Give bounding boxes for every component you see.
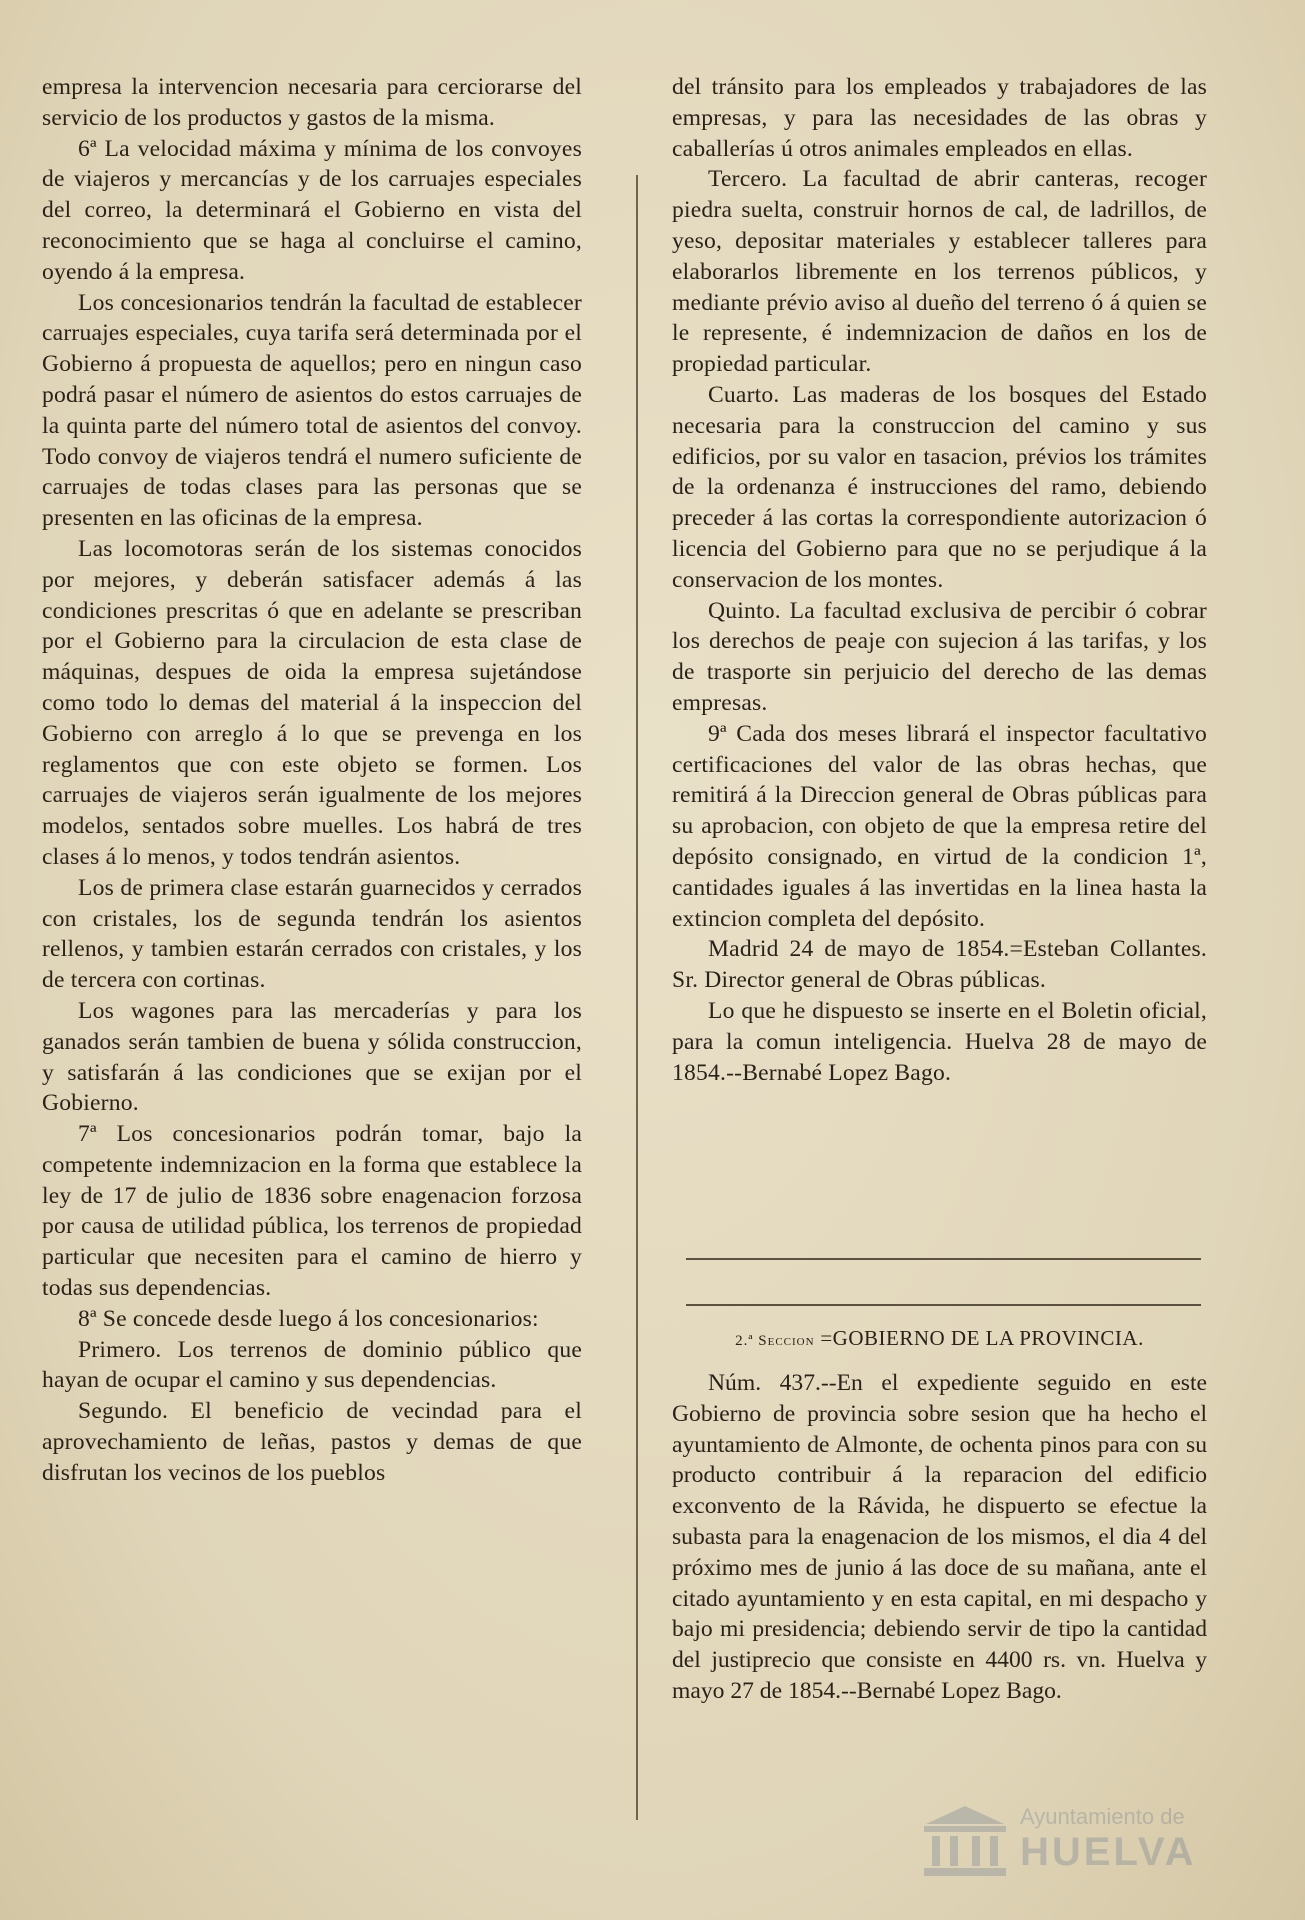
paragraph: Cuarto. Las maderas de los bosques del Estado necesaria para la construccion del camino y sus edificios, por su valor en tasacion, prévios los trámites de la ordenanza é instrucciones del ramo, debiendo preceder á las cortas la correspondiente autorizacion ó licencia del Gobierno para que no se perjudique á la conservacion de los montes.: [672, 381, 1207, 593]
section-title: =GOBIERNO DE LA PROVINCIA.: [820, 1326, 1144, 1350]
paragraph: Madrid 24 de mayo de 1854.=Esteban Collantes. Sr. Director general de Obras públicas.: [672, 936, 1207, 994]
paragraph: Lo que he dispuesto se inserte en el Boletin oficial, para la comun inteligencia. Huelva 28 de mayo de 1854.--Bernabé Lopez Bago.: [672, 997, 1207, 1086]
paragraph: Los wagones para las mercaderías y para los ganados serán tambien de buena y sólida construccion, y satisfarán á las condiciones que se exijan por el Gobierno.: [42, 997, 582, 1117]
paragraph: Los concesionarios tendrán la facultad de establecer carruajes especiales, cuya tarifa será determinada por el Gobierno á propuesta de aquellos; pero en ningun caso podrá pasar el número de asientos do estos carruajes de la quinta parte del número total de asientos del convoy. Todo convoy de viajeros tendrá el numero suficiente de carruajes de todas clases para las personas que se presenten en las oficinas de la empresa.: [42, 289, 582, 532]
separator-rule: [686, 1258, 1201, 1260]
paragraph: Núm. 437.--En el expediente seguido en este Gobierno de provincia sobre sesion que ha hecho el ayuntamiento de Almonte, de ochenta pinos para con su producto contribuir á la reparacion del edificio exconvento de la Rávida, he dispuerto se efectue la subasta para la enagenacion de los mismos, el dia 4 del próximo mes de junio á las doce de su mañana, ante el citado ayuntamiento y en esta capital, en mi despacho y bajo mi presidencia; debiendo servir de tipo la cantidad del justiprecio que consiste en 4400 rs. vn. Huelva y mayo 27 de 1854.--Bernabé Lopez Bago.: [672, 1370, 1207, 1704]
paragraph: Segundo. El beneficio de vecindad para el aprovechamiento de leñas, pastos y demas de que disfrutan los vecinos de los pueblos: [42, 1398, 582, 1486]
paragraph: 7ª Los concesionarios podrán tomar, bajo la competente indemnizacion en la forma que establece la ley de 17 de julio de 1836 sobre enagenacion forzosa por causa de utilidad pública, los terrenos de propiedad particular que necesiten para el camino de hierro y todas sus dependencias.: [42, 1121, 582, 1302]
right-column: [672, 72, 1207, 1088]
section-heading: [672, 1326, 1207, 1351]
paragraph: 6ª La velocidad máxima y mínima de los convoyes de viajeros y mercancías y de los carruajes especiales del correo, la determinará el Gobierno en vista del reconocimiento que se haga al concluirse el camino, oyendo á la empresa.: [42, 135, 582, 285]
watermark: [920, 1800, 1240, 1880]
paragraph: Primero. Los terrenos de dominio público que hayan de ocupar el camino y sus dependencias.: [42, 1336, 582, 1394]
city-hall-icon: [920, 1802, 1010, 1878]
watermark-line2: HUELVA: [1020, 1830, 1197, 1874]
separator-rule: [686, 1304, 1201, 1306]
section-label: 2.ª Seccion: [735, 1333, 815, 1349]
paragraph: 9ª Cada dos meses librará el inspector facultativo certificaciones del valor de las obras hechas, que remitirá á la Direccion general de Obras públicas para su aprobacion, con objeto de que la empresa retire del depósito consignado, en virtud de la condicion 1ª, cantidades iguales á las invertidas en la linea hasta la extincion completa del depósito.: [672, 720, 1207, 932]
watermark-line1: Ayuntamiento de: [1020, 1804, 1185, 1829]
column-divider: [636, 175, 638, 1820]
paragraph: del tránsito para los empleados y trabajadores de las empresas, y para las necesidades de las obras y caballerías ú otros animales empleados en ellas.: [672, 74, 1207, 162]
section-body: [672, 1368, 1207, 1707]
paragraph: Tercero. La facultad de abrir canteras, recoger piedra suelta, construir hornos de cal, de ladrillos, de yeso, depositar materiales y establecer talleres para elaborarlos libremente en los terrenos públicos, y mediante prévio aviso al dueño del terreno ó á quien se le represente, é indemnizacion de daños en los de propiedad particular.: [672, 166, 1207, 378]
paragraph: Quinto. La facultad exclusiva de percibir ó cobrar los derechos de peaje con sujecion á las tarifas, y los de trasporte sin perjuicio del derecho de las demas empresas.: [672, 597, 1207, 716]
paragraph: 8ª Se concede desde luego á los concesionarios:: [78, 1305, 539, 1332]
paragraph: Las locomotoras serán de los sistemas conocidos por mejores, y deberán satisfacer además á las condiciones prescritas ó que en adelante se prescriban por el Gobierno para la circulacion de esta clase de máquinas, despues de oida la empresa sujetándose como todo lo demas del material á la inspeccion del Gobierno con arreglo á lo que se prevenga en los reglamentos que con este objeto se formen. Los carruajes de viajeros serán igualmente de los mejores modelos, sentados sobre muelles. Los habrá de tres clases á lo menos, y todos tendrán asientos.: [42, 535, 582, 870]
left-column: [42, 72, 582, 1489]
paragraph: Los de primera clase estarán guarnecidos y cerrados con cristales, los de segunda tendrán los asientos rellenos, y tambien estarán cerrados con cristales, y los de tercera con cortinas.: [42, 874, 582, 994]
paragraph: empresa la intervencion necesaria para cerciorarse del servicio de los productos y gastos de la misma.: [42, 74, 582, 131]
